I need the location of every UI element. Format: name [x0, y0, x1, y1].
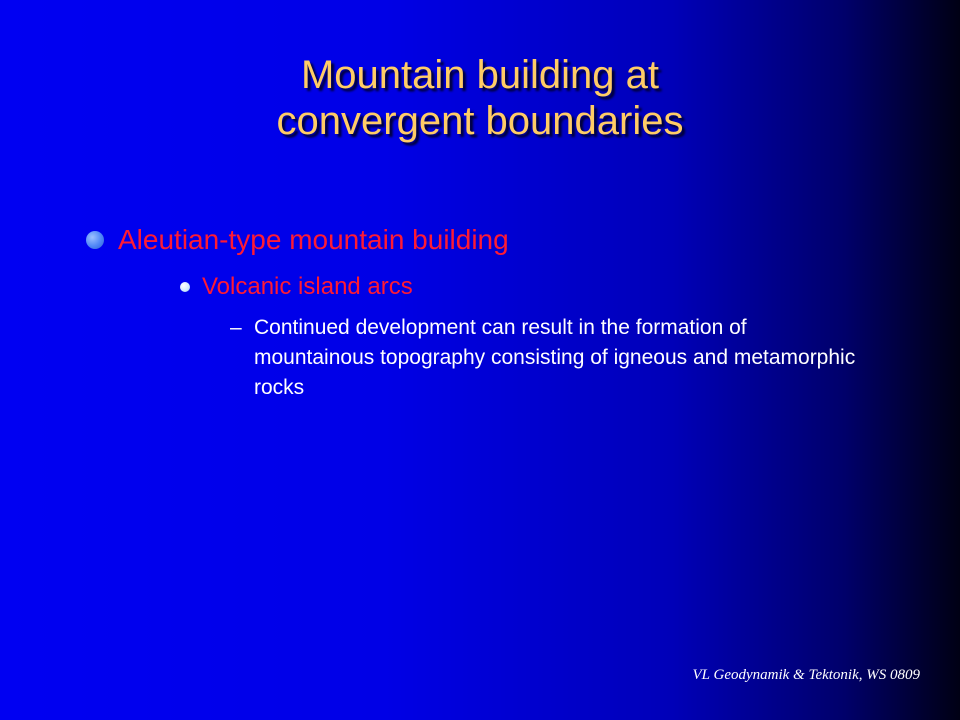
bullet-level-1-text: Aleutian-type mountain building [118, 224, 509, 255]
bullet-level-2-text: Volcanic island arcs [202, 273, 413, 300]
slide-footer: VL Geodynamik & Tektonik, WS 0809 [692, 667, 920, 683]
slide-title-line-1: Mountain building at [300, 53, 660, 97]
bullet-level-1 [86, 220, 509, 260]
bullet-level-3 [230, 313, 870, 403]
bullet-level-3-text: Continued development can result in the formation of mountainous topography consisting of igneous and metamorphic rocks [254, 316, 856, 399]
bullet-level-2 [180, 272, 413, 302]
bullet-dot-icon [86, 231, 104, 249]
bullet-dash-marker: – [230, 316, 242, 339]
slide-title [0, 52, 960, 144]
slide-title-line-2: convergent boundaries [276, 99, 684, 143]
bullet-dot-small-icon [180, 282, 190, 292]
